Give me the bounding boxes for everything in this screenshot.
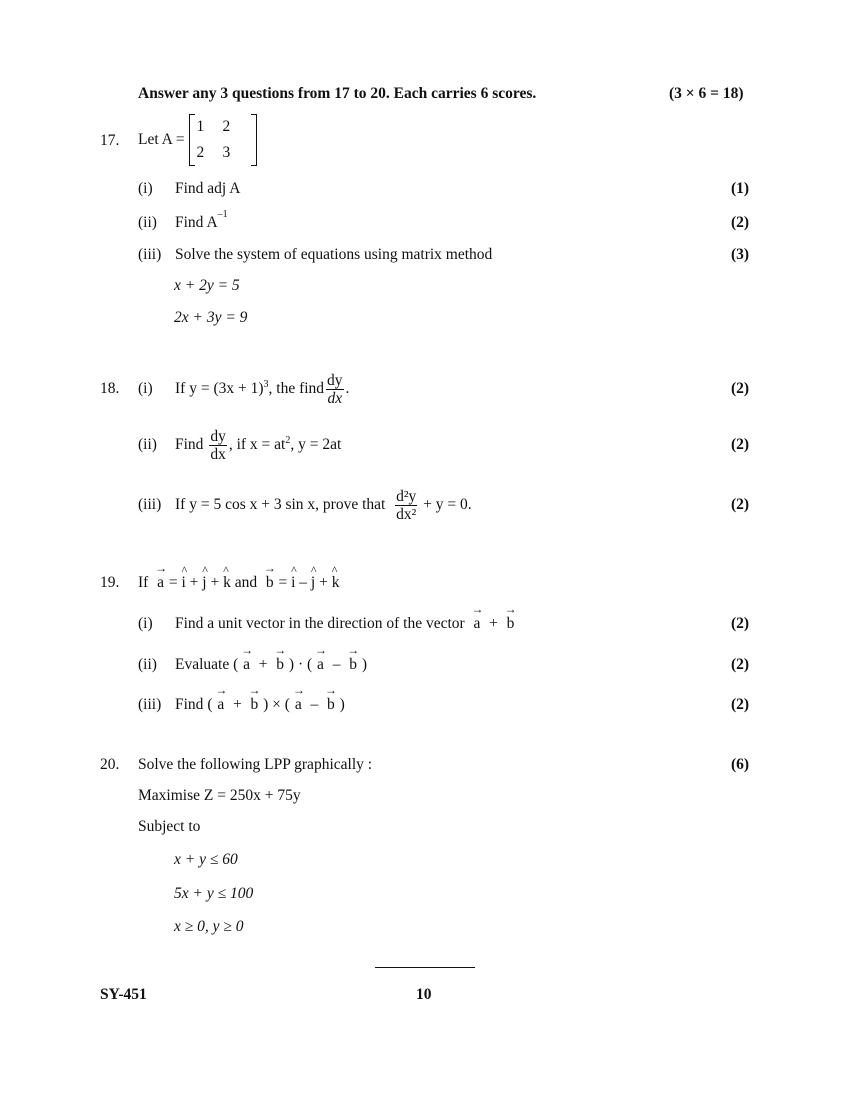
q18-part-marks: (2) [731,380,750,397]
q17-part-marks: (3) [731,246,750,263]
matrix-cell: 1 [196,118,205,135]
vector-a: → a [294,696,303,714]
fraction-numerator: dy [210,427,226,445]
fraction-denominator: dx [327,389,343,407]
q19-part-label: (i) [138,615,153,632]
q18-part-text: , y = 2at [290,436,342,453]
q19-intro: If [138,574,149,591]
footer-divider [375,967,475,968]
unit-k: ^ k [332,574,340,592]
q20-constraint-1: x + y ≤ 60 [174,851,238,868]
vector-a: → a [472,615,481,633]
q18-number: 18. [100,380,120,397]
vector-b: → b [265,574,275,592]
q18-part-text: , the find [268,380,325,397]
section-marks: (3 × 6 = 18) [669,85,744,102]
unit-j: ^ j [311,574,315,592]
q20-number: 20. [100,756,120,773]
q17-equation-2: 2x + 3y = 9 [174,309,248,326]
q19-part-label: (ii) [138,656,157,673]
q19-and: and [234,574,258,591]
q18-part-text: If y = (3x + 1) [175,380,264,397]
q19-part-marks: (2) [731,656,750,673]
q19-part-ii: Evaluate ( → a + → b ) · ( → a – → b ) [175,656,367,674]
vector-b: → b [250,696,260,714]
q17-part-label: (i) [138,180,153,197]
q19-number: 19. [100,574,120,591]
unit-k: ^ k [223,574,231,592]
q18-part-text: . [345,380,350,397]
q18-part-text: If y = 5 cos x + 3 sin x, prove that [175,496,386,513]
q20-objective: Maximise Z = 250x + 75y [138,787,301,804]
q18-part-sup: 2 [285,434,291,446]
q20-text: Solve the following LPP graphically : [138,756,373,773]
vector-a: → a [216,696,225,714]
fraction-denominator: dx [210,445,226,463]
q17-equation-1: x + 2y = 5 [174,277,240,294]
second-derivative-fraction [395,488,417,523]
vector-a: → a [242,656,251,674]
q17-part-sup: –1 [217,209,228,220]
unit-i: ^ i [291,574,295,592]
q20-marks: (6) [731,756,750,773]
matrix-cell: 3 [222,144,231,161]
q17-number: 17. [100,132,120,149]
q19-part-marks: (2) [731,615,750,632]
page-number: 10 [416,986,432,1003]
fraction-numerator: dy [327,371,343,389]
q17-part-label: (ii) [138,214,157,231]
q17-part-label: (iii) [138,246,162,263]
dy-dx-fraction [326,372,344,407]
vector-b: → b [326,696,336,714]
q19-part-text: Find a unit vector in the direction of the vector [175,615,465,632]
q17-part-marks: (1) [731,180,750,197]
q19-part-text: Find [175,696,204,713]
matrix-cell: 2 [222,118,231,135]
q18-part-label: (i) [138,380,153,397]
q18-part-ii [175,425,341,465]
q17-part-text: Find A [175,214,218,231]
matrix-a [189,114,257,166]
q19-part-i: Find a unit vector in the direction of the vector → a + → b [175,615,515,633]
vector-a: → a [316,656,325,674]
q19-part-marks: (2) [731,696,750,713]
exam-code: SY-451 [100,986,147,1003]
q17-part-text: Solve the system of equations using matrix method [175,246,493,263]
q19-part-text: Evaluate [175,656,230,673]
dy-dx-fraction [209,428,227,463]
vector-b: → b [348,656,358,674]
q19-intro-line: If → a = ^ i + ^ j + ^ k and → b = ^ i – ^ j + ^ k [138,574,339,592]
q17-part-text-line [175,209,228,232]
vector-a: → a [156,574,165,592]
q18-part-label: (ii) [138,436,157,453]
q18-part-i [175,369,349,409]
fraction-denominator: dx² [396,505,417,523]
matrix-cell: 2 [196,144,205,161]
q18-part-text: Find [175,436,204,453]
section-instruction: Answer any 3 questions from 17 to 20. Each carries 6 scores. [138,85,537,102]
vector-b: → b [275,656,285,674]
q18-part-label: (iii) [138,496,162,513]
q17-part-marks: (2) [731,214,750,231]
q20-constraint-2: 5x + y ≤ 100 [174,885,254,902]
q18-part-marks: (2) [731,496,750,513]
unit-i: ^ i [181,574,185,592]
q19-part-label: (iii) [138,696,162,713]
q18-part-text: , if x = at [228,436,286,453]
q18-part-text: + y = 0. [423,496,472,513]
q18-part-marks: (2) [731,436,750,453]
q17-part-text: Find adj A [175,180,241,197]
q18-part-iii [175,484,472,526]
q20-constraint-3: x ≥ 0, y ≥ 0 [174,918,244,935]
fraction-numerator: d²y [396,487,417,505]
q18-part-sup: 3 [263,378,269,390]
q17-intro: Let A = [138,131,185,148]
vector-b: → b [506,615,516,633]
q17-intro-line [138,117,257,163]
q20-subject-to: Subject to [138,818,201,835]
unit-j: ^ j [202,574,206,592]
q19-part-iii: Find ( → a + → b ) × ( → a – → b ) [175,696,345,714]
